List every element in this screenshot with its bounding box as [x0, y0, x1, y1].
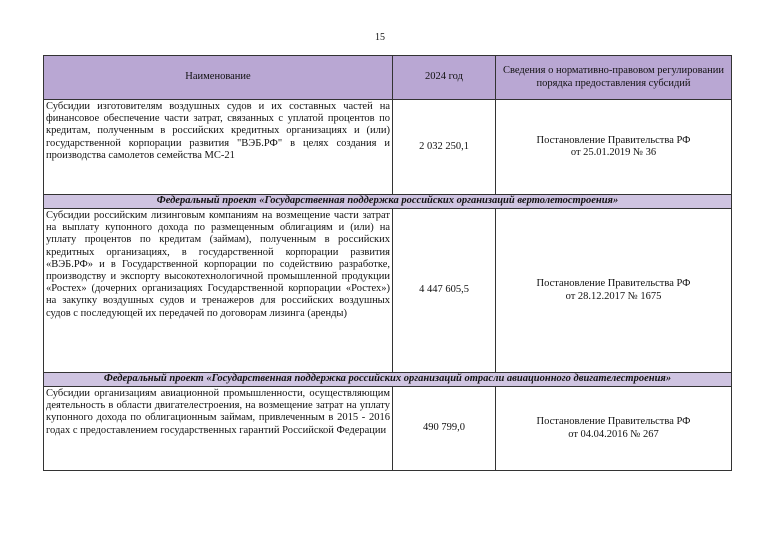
regulation-line-1: Постановление Правительства РФ — [536, 134, 691, 146]
regulation-line-2: от 04.04.2016 № 267 — [568, 428, 659, 440]
subsidies-table — [43, 55, 732, 471]
row-regulation — [496, 100, 732, 195]
row-amount: 490 799,0 — [393, 387, 496, 471]
regulation-line-2: от 28.12.2017 № 1675 — [565, 290, 662, 302]
table-row — [44, 209, 732, 373]
table-row — [44, 100, 732, 195]
row-regulation — [496, 209, 732, 373]
regulation-line-1: Постановление Правительства РФ — [536, 416, 691, 428]
row-amount: 4 447 605,5 — [393, 209, 496, 373]
row-description: Субсидии изготовителям воздушных судов и их составных частей на финансовое обеспечение части затрат, связанных с уплатой процентов по кредитам, полученным в российских кредитных организациях и (или) государственной корпорации развития "ВЭБ.РФ" в целях создания и производства самолетов семейства МС-21 — [44, 100, 393, 195]
project-title: Федеральный проект «Государственная поддержка российских организаций отрасли авиационного двигателестроения» — [44, 373, 732, 387]
row-regulation — [496, 387, 732, 471]
header-year: 2024 год — [393, 56, 496, 100]
header-name: Наименование — [44, 56, 393, 100]
project-title: Федеральный проект «Государственная поддержка российских организаций вертолетостроения» — [44, 195, 732, 209]
row-amount: 2 032 250,1 — [393, 100, 496, 195]
project-row — [44, 373, 732, 387]
table-row — [44, 387, 732, 471]
page-number: 15 — [375, 32, 385, 43]
regulation-line-1: Постановление Правительства РФ — [536, 278, 691, 290]
row-description: Субсидии организациям авиационной промышленности, осуществляющим деятельность в области двигателестроения, на возмещение затрат на уплату купонного дохода по облигационным займам, привлеченным в 2015 - 2016 годах с предоставлением государственных гарантий Российской Федерации — [44, 387, 393, 471]
row-description: Субсидии российским лизинговым компаниям на возмещение части затрат на выплату купонного дохода по размещенным облигациям и (или) на уплату процентов по кредитам (займам), полученным в российских кредитных организациях, в государственной корпорации развития «ВЭБ.РФ» и в Государственной корпорации по содействию разработке, производству и экспорту высокотехнологичной промышленной продукции «Ростех» (дочерних организациях Государственной корпорации «Ростех») на закупку воздушных судов и тренажеров для российских воздушных судов с последующей их передачей по договорам лизинга (аренды) — [44, 209, 393, 373]
table-header-row — [44, 56, 732, 100]
header-regulation: Сведения о нормативно-правовом регулировании порядка предоставления субсидий — [496, 56, 732, 100]
regulation-line-2: от 25.01.2019 № 36 — [570, 147, 657, 158]
project-row — [44, 195, 732, 209]
